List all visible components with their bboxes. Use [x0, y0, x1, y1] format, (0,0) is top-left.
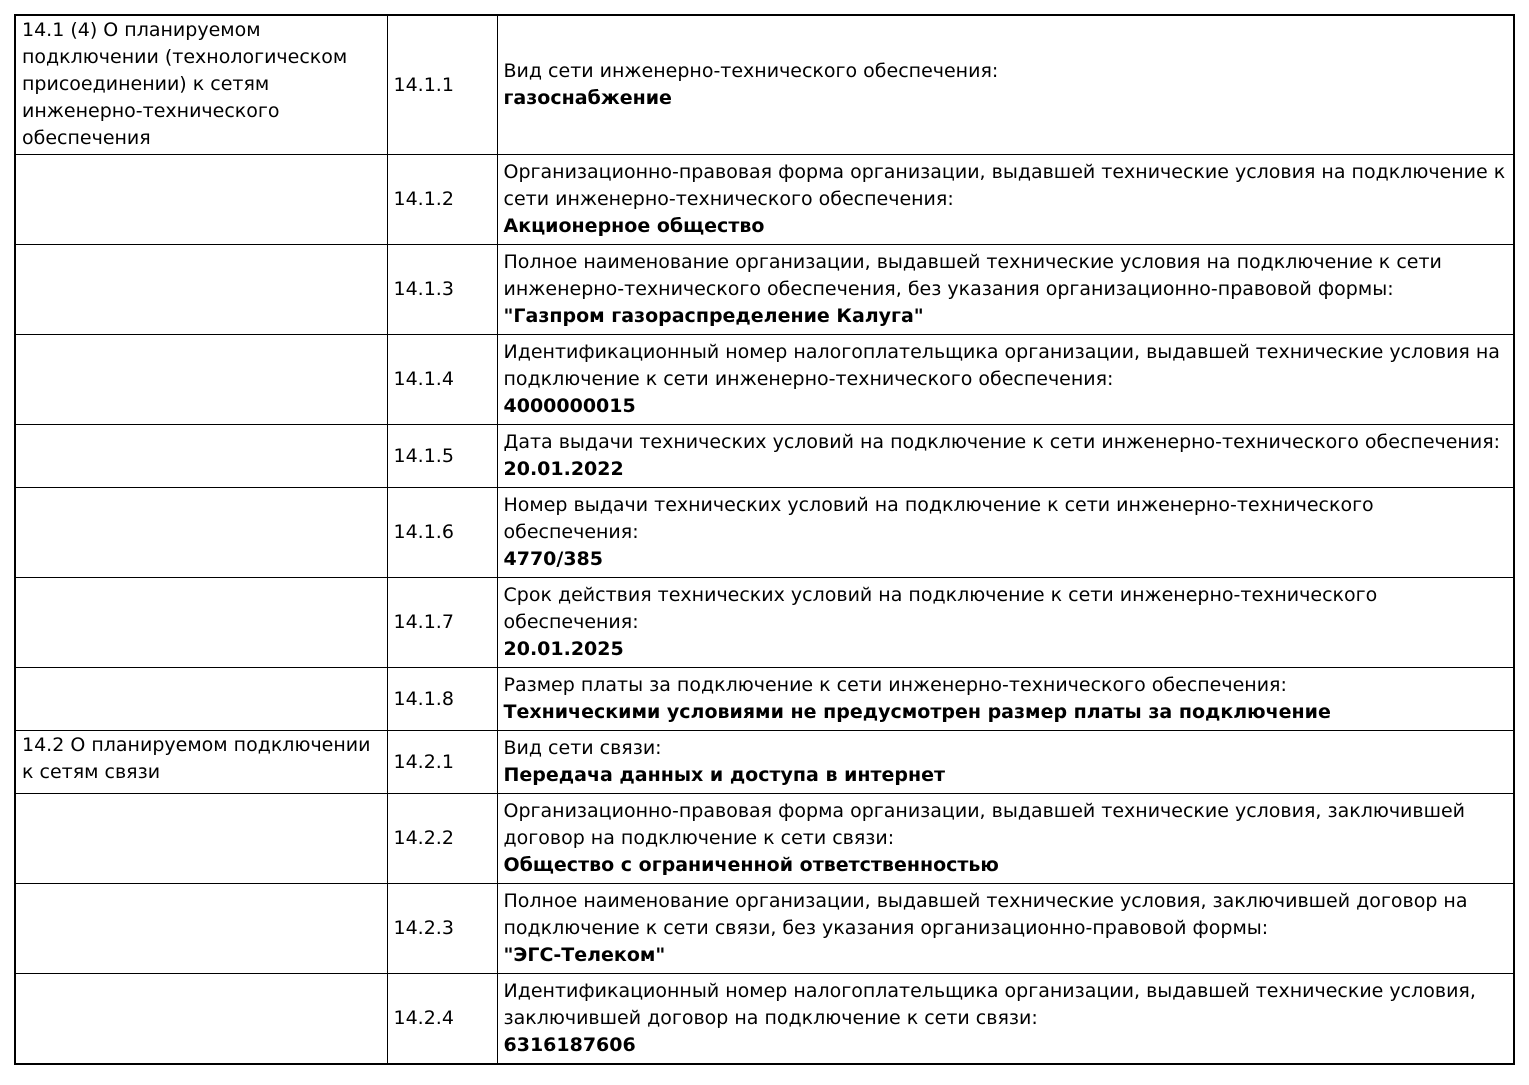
item-content-cell [497, 425, 1514, 488]
item-code-cell: 14.2.1 [387, 731, 497, 794]
item-content-cell [497, 731, 1514, 794]
item-content-cell [497, 578, 1514, 668]
item-code-cell: 14.2.3 [387, 884, 497, 974]
section-title-cell [15, 425, 387, 488]
table-row [15, 488, 1514, 578]
field-value: Акционерное общество [503, 215, 765, 237]
field-value: Передача данных и доступа в интернет [503, 764, 946, 786]
table-row [15, 578, 1514, 668]
field-label: Вид сети связи: [503, 737, 662, 759]
section-title-cell [15, 155, 387, 245]
table-row [15, 884, 1514, 974]
declaration-table [14, 14, 1515, 1065]
section-title-cell [15, 668, 387, 731]
field-value: Общество с ограниченной ответственностью [503, 854, 999, 876]
item-content-cell [497, 335, 1514, 425]
item-code-cell: 14.1.5 [387, 425, 497, 488]
field-label: Полное наименование организации, выдавшей технические условия, заключившей договор на подключение к сети связи, без указания организационно-правовой формы: [503, 890, 1468, 939]
field-value: 20.01.2025 [503, 638, 624, 660]
item-code-cell: 14.1.3 [387, 245, 497, 335]
section-title-cell: 14.2 О планируемом подключении к сетям связи [15, 731, 387, 794]
field-label: Размер платы за подключение к сети инженерно-технического обеспечения: [503, 674, 1287, 696]
item-code-cell: 14.2.4 [387, 974, 497, 1065]
section-title-cell [15, 335, 387, 425]
item-content-cell [497, 15, 1514, 155]
field-label: Дата выдачи технических условий на подключение к сети инженерно-технического обеспечения: [503, 431, 1501, 453]
table-row [15, 335, 1514, 425]
item-content-cell [497, 974, 1514, 1065]
field-value: газоснабжение [503, 87, 672, 109]
section-title-cell [15, 245, 387, 335]
table-row [15, 155, 1514, 245]
table-row [15, 794, 1514, 884]
field-value: 6316187606 [503, 1034, 636, 1056]
field-value: "Газпром газораспределение Калуга" [503, 305, 924, 327]
field-label: Номер выдачи технических условий на подключение к сети инженерно-технического обеспечения: [503, 494, 1374, 543]
section-title-cell [15, 794, 387, 884]
section-title-cell [15, 578, 387, 668]
declaration-table-body [15, 15, 1514, 1064]
table-row [15, 668, 1514, 731]
item-code-cell: 14.1.6 [387, 488, 497, 578]
field-label: Организационно-правовая форма организации, выдавшей технические условия на подключение к сети инженерно-технического обеспечения: [503, 161, 1506, 210]
field-value: Техническими условиями не предусмотрен размер платы за подключение [503, 701, 1331, 723]
field-label: Вид сети инженерно-технического обеспечения: [503, 60, 999, 82]
field-value: "ЭГС-Телеком" [503, 944, 666, 966]
table-row [15, 974, 1514, 1065]
table-row [15, 15, 1514, 155]
section-title-cell [15, 974, 387, 1065]
field-value: 4000000015 [503, 395, 636, 417]
item-content-cell [497, 155, 1514, 245]
table-row [15, 731, 1514, 794]
item-content-cell [497, 884, 1514, 974]
item-content-cell [497, 794, 1514, 884]
table-row [15, 425, 1514, 488]
item-code-cell: 14.1.1 [387, 15, 497, 155]
item-code-cell: 14.1.7 [387, 578, 497, 668]
item-code-cell: 14.1.2 [387, 155, 497, 245]
field-value: 20.01.2022 [503, 458, 624, 480]
field-label: Идентификационный номер налогоплательщика организации, выдавшей технические условия на подключение к сети инженерно-технического обеспечения: [503, 341, 1500, 390]
item-content-cell [497, 668, 1514, 731]
item-code-cell: 14.1.8 [387, 668, 497, 731]
item-code-cell: 14.1.4 [387, 335, 497, 425]
field-label: Идентификационный номер налогоплательщика организации, выдавшей технические условия, заключившей договор на подключение к сети связи: [503, 980, 1476, 1029]
item-code-cell: 14.2.2 [387, 794, 497, 884]
section-title-cell [15, 488, 387, 578]
field-value: 4770/385 [503, 548, 603, 570]
item-content-cell [497, 245, 1514, 335]
table-row [15, 245, 1514, 335]
item-content-cell [497, 488, 1514, 578]
field-label: Организационно-правовая форма организации, выдавшей технические условия, заключившей договор на подключение к сети связи: [503, 800, 1466, 849]
section-title-cell: 14.1 (4) О планируемом подключении (технологическом присоединении) к сетям инженерно-технического обеспечения [15, 15, 387, 155]
section-title-cell [15, 884, 387, 974]
field-label: Полное наименование организации, выдавшей технические условия на подключение к сети инженерно-технического обеспечения, без указания организационно-правовой формы: [503, 251, 1442, 300]
field-label: Срок действия технических условий на подключение к сети инженерно-технического обеспечения: [503, 584, 1378, 633]
